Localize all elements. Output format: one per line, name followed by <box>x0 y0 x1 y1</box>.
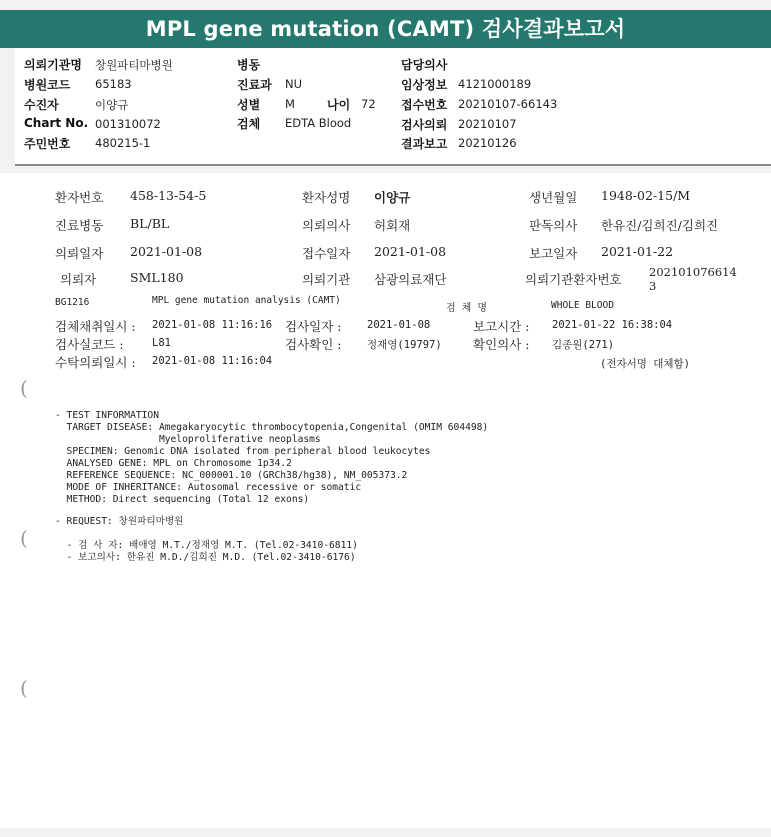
inst-patient-no-value: 202101076614 <box>649 265 737 279</box>
confirm-label: 검사확인 : <box>285 337 342 352</box>
ward-label: 병동 <box>237 58 261 72</box>
reporttime-value: 2021-01-22 16:38:04 <box>552 319 673 331</box>
test-name: MPL gene mutation analysis (CAMT) <box>152 295 341 306</box>
request-date-value: 2021-01-08 <box>130 244 203 259</box>
requester-label: 의뢰자 <box>60 272 97 287</box>
report-date-label: 보고일자 <box>529 246 578 261</box>
examinee-value: 이양규 <box>95 98 129 112</box>
consign-label: 수탁의뢰일시 : <box>55 355 136 370</box>
collect-label: 검체채취일시 : <box>55 319 136 334</box>
consign-value: 2021-01-08 11:16:04 <box>152 355 273 367</box>
ward-row-label: 진료병동 <box>55 218 104 233</box>
department-label: 진료과 <box>237 78 272 92</box>
inst-patient-no-value-wrap: 3 <box>649 279 657 293</box>
clinical-label: 임상정보 <box>401 78 448 92</box>
doctor-label: 담당의사 <box>401 58 448 72</box>
request-line: - REQUEST: 창원파티마병원 <box>55 516 184 527</box>
margin-mark: ( <box>20 676 28 700</box>
collect-value: 2021-01-08 11:16:16 <box>152 319 273 331</box>
request-date-label: 의뢰일자 <box>55 246 104 261</box>
signature-note: (전자서명 대체함) <box>600 358 690 370</box>
birthdate-label: 생년월일 <box>529 190 578 205</box>
ward-row-value: BL/BL <box>130 216 170 231</box>
age-value: 72 <box>361 97 376 111</box>
footer-strip <box>0 828 771 837</box>
institution-label: 의뢰기관명 <box>24 58 82 72</box>
requester-value: SML180 <box>130 270 184 285</box>
info-panel <box>15 48 771 166</box>
margin-mark: ( <box>20 376 28 400</box>
confirm-doctor-value: 김종원(271) <box>552 339 615 351</box>
reading-doctor-label: 판독의사 <box>529 218 578 233</box>
reported-value: 20210126 <box>458 136 517 150</box>
req-institution-value: 삼광의료재단 <box>374 272 447 287</box>
report-title: MPL gene mutation (CAMT) 검사결과보고서 <box>0 10 771 48</box>
body-line: ANALYSED GENE: MPL on Chromosome 1p34.2 <box>55 458 292 469</box>
lab-code-value: L81 <box>152 337 171 349</box>
institution-value: 창원파티마병원 <box>95 58 173 72</box>
lab-code-label: 검사실코드 : <box>55 337 124 352</box>
requested-value: 20210107 <box>458 117 517 131</box>
receipt-date-value: 2021-01-08 <box>374 244 447 259</box>
specimen-label: 검체 <box>237 117 261 131</box>
confirm-value: 정재영(19797) <box>367 339 442 351</box>
report-date-value: 2021-01-22 <box>601 244 674 259</box>
body-line: SPECIMEN: Genomic DNA isolated from peripheral blood leukocytes <box>55 446 431 457</box>
body-line: REFERENCE SEQUENCE: NC_000001.10 (GRCh38/hg38), NM_005373.2 <box>55 470 408 481</box>
body-line: - TEST INFORMATION <box>55 410 159 421</box>
testdate-label: 검사일자 : <box>285 319 342 334</box>
hospital-code-value: 65183 <box>95 77 132 91</box>
req-doctor-label: 의뢰의사 <box>302 218 351 233</box>
reported-label: 결과보고 <box>401 137 448 151</box>
receipt-no-label: 접수번호 <box>401 98 448 112</box>
body-line: MODE OF INHERITANCE: Autosomal recessive or somatic <box>55 482 362 493</box>
confirm-doctor-label: 확인의사 : <box>473 337 530 352</box>
birthdate-value: 1948-02-15/M <box>601 188 691 203</box>
specimen-value: EDTA Blood <box>285 116 352 130</box>
hospital-code-label: 병원코드 <box>24 78 71 92</box>
contact-line: - 검 사 자: 배애영 M.T./정재영 M.T. (Tel.02-3410-6811) <box>55 540 358 551</box>
testdate-value: 2021-01-08 <box>367 319 431 331</box>
resident-no-value: 480215-1 <box>95 136 151 150</box>
report-sheet <box>0 173 771 828</box>
patient-name-label: 환자성명 <box>302 190 351 205</box>
receipt-no-value: 20210107-66143 <box>458 97 558 111</box>
specimen-name-value: WHOLE BLOOD <box>551 300 614 311</box>
test-code: BG1216 <box>55 297 90 308</box>
body-line: TARGET DISEASE: Amegakaryocytic thrombocytopenia,Congenital (OMIM 604498) <box>55 422 489 433</box>
req-institution-label: 의뢰기관 <box>302 272 351 287</box>
inst-patient-no-label: 의뢰기관환자번호 <box>525 272 622 287</box>
patient-no-value: 458-13-54-5 <box>130 188 207 203</box>
requested-label: 검사의뢰 <box>401 118 448 132</box>
receipt-date-label: 접수일자 <box>302 246 351 261</box>
sex-value: M <box>285 97 295 111</box>
patient-name-value: 이양규 <box>374 190 411 205</box>
body-line: METHOD: Direct sequencing (Total 12 exons) <box>55 494 310 505</box>
margin-mark: ( <box>20 526 28 550</box>
body-line: Myeloproliferative neoplasms <box>55 434 321 445</box>
sex-label: 성별 <box>237 98 261 112</box>
chart-no-label: Chart No. <box>24 116 89 130</box>
chart-no-value: 001310072 <box>95 117 161 131</box>
department-value: NU <box>285 77 303 91</box>
reporttime-label: 보고시간 : <box>473 319 530 334</box>
contact-line: - 보고의사: 한유진 M.D./김희진 M.D. (Tel.02-3410-6176) <box>55 552 356 563</box>
clinical-value: 4121000189 <box>458 77 532 91</box>
specimen-name-label: 검 체 명 <box>446 303 488 314</box>
reading-doctor-value: 한유진/김희진/김희진 <box>601 218 719 233</box>
resident-no-label: 주민번호 <box>24 137 71 151</box>
examinee-label: 수진자 <box>24 98 59 112</box>
age-label: 나이 <box>327 98 351 112</box>
req-doctor-value: 허회재 <box>374 218 411 233</box>
patient-no-label: 환자번호 <box>55 190 104 205</box>
